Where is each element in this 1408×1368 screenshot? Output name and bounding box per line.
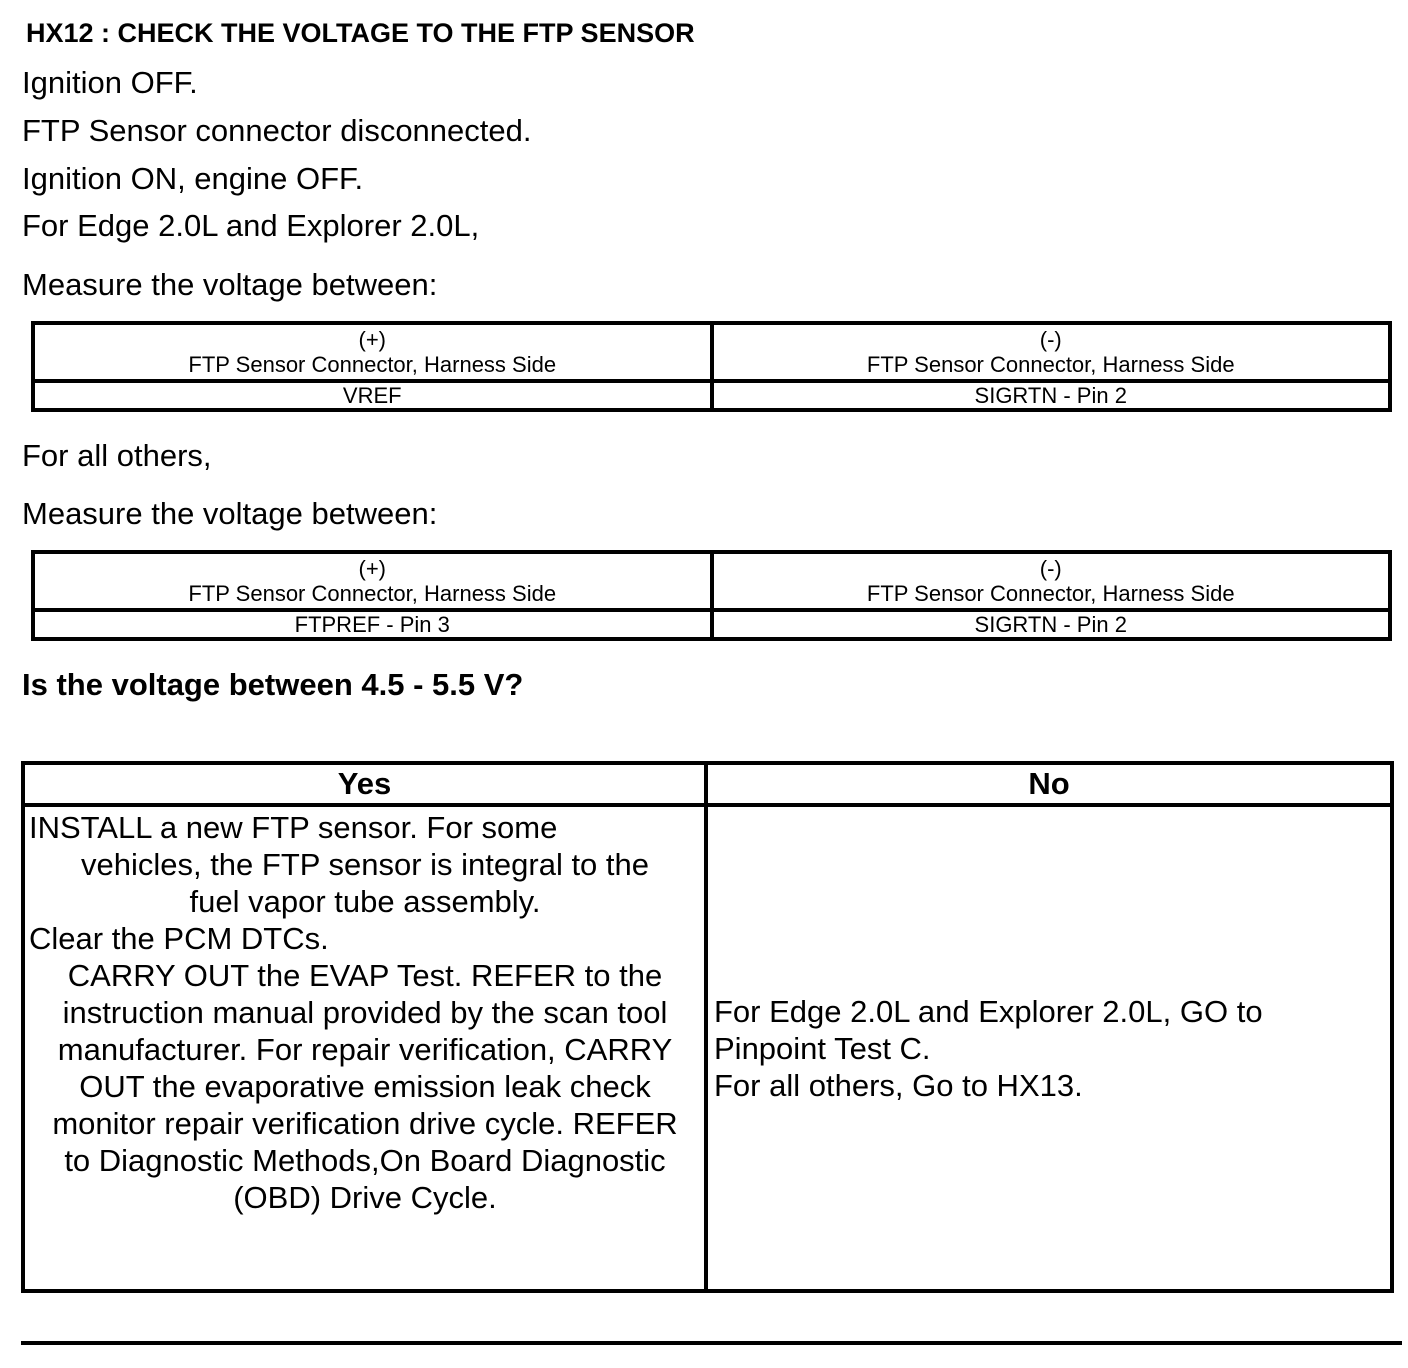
positive-sign: (+) [358, 327, 386, 352]
voltage-question: Is the voltage between 4.5 - 5.5 V? [22, 667, 524, 702]
no-others-goto: For all others, Go to HX13. [714, 1067, 1083, 1103]
negative-probe-label: FTP Sensor Connector, Harness Side [866, 581, 1235, 606]
step-edge-explorer-condition: For Edge 2.0L and Explorer 2.0L, [22, 208, 480, 243]
no-edge-explorer-goto: For Edge 2.0L and Explorer 2.0L, GO to [714, 993, 1263, 1029]
yes-install-sensor-line2: vehicles, the FTP sensor is integral to the [80, 847, 650, 882]
step-measure-voltage: Measure the voltage between: [22, 267, 438, 302]
no-pinpoint-test: Pinpoint Test C. [714, 1030, 931, 1066]
yes-evap-test-line1: CARRY OUT the EVAP Test. REFER to the [67, 958, 663, 993]
positive-probe-pin: VREF [33, 381, 712, 410]
result-table [21, 761, 1394, 1293]
yes-install-sensor-line3: fuel vapor tube assembly. [189, 884, 541, 919]
positive-probe-pin: FTPREF - Pin 3 [33, 610, 712, 639]
negative-probe-pin: SIGRTN - Pin 2 [712, 610, 1391, 639]
measurement-table-all-others [31, 550, 1392, 641]
positive-sign: (+) [358, 556, 386, 581]
positive-probe-label: FTP Sensor Connector, Harness Side [188, 581, 557, 606]
yes-evap-test-line5: monitor repair verification drive cycle. REFER [52, 1106, 678, 1141]
yes-clear-dtcs: Clear the PCM DTCs. [29, 921, 329, 956]
yes-evap-test-line4: OUT the evaporative emission leak check [79, 1069, 651, 1104]
step-ignition-off: Ignition OFF. [22, 65, 198, 100]
yes-evap-test-line7: (OBD) Drive Cycle. [233, 1180, 497, 1215]
no-header: No [706, 763, 1392, 805]
positive-probe-header [33, 552, 712, 610]
yes-evap-test-line2: instruction manual provided by the scan tool [62, 995, 668, 1030]
positive-probe-label: FTP Sensor Connector, Harness Side [188, 352, 557, 377]
positive-probe-header [33, 323, 712, 381]
step-disconnect-connector: FTP Sensor connector disconnected. [22, 113, 532, 148]
bottom-divider [21, 1341, 1402, 1345]
step-all-others-condition: For all others, [22, 438, 212, 473]
yes-action-cell [23, 805, 706, 1291]
yes-evap-test-line3: manufacturer. For repair verification, CARRY [57, 1032, 673, 1067]
yes-install-sensor: INSTALL a new FTP sensor. For some [29, 810, 558, 845]
step-heading: HX12 : CHECK THE VOLTAGE TO THE FTP SENSOR [26, 18, 695, 48]
negative-sign: (-) [1039, 556, 1062, 581]
step-ignition-on: Ignition ON, engine OFF. [22, 161, 364, 196]
no-action-cell [706, 805, 1392, 1291]
negative-probe-label: FTP Sensor Connector, Harness Side [866, 352, 1235, 377]
negative-probe-pin: SIGRTN - Pin 2 [712, 381, 1391, 410]
negative-probe-header [712, 552, 1391, 610]
negative-probe-header [712, 323, 1391, 381]
yes-header: Yes [23, 763, 706, 805]
yes-evap-test-line6: to Diagnostic Methods,On Board Diagnostic [64, 1143, 666, 1178]
measurement-table-edge-explorer [31, 321, 1392, 412]
step-measure-voltage-others: Measure the voltage between: [22, 496, 438, 531]
negative-sign: (-) [1039, 327, 1062, 352]
